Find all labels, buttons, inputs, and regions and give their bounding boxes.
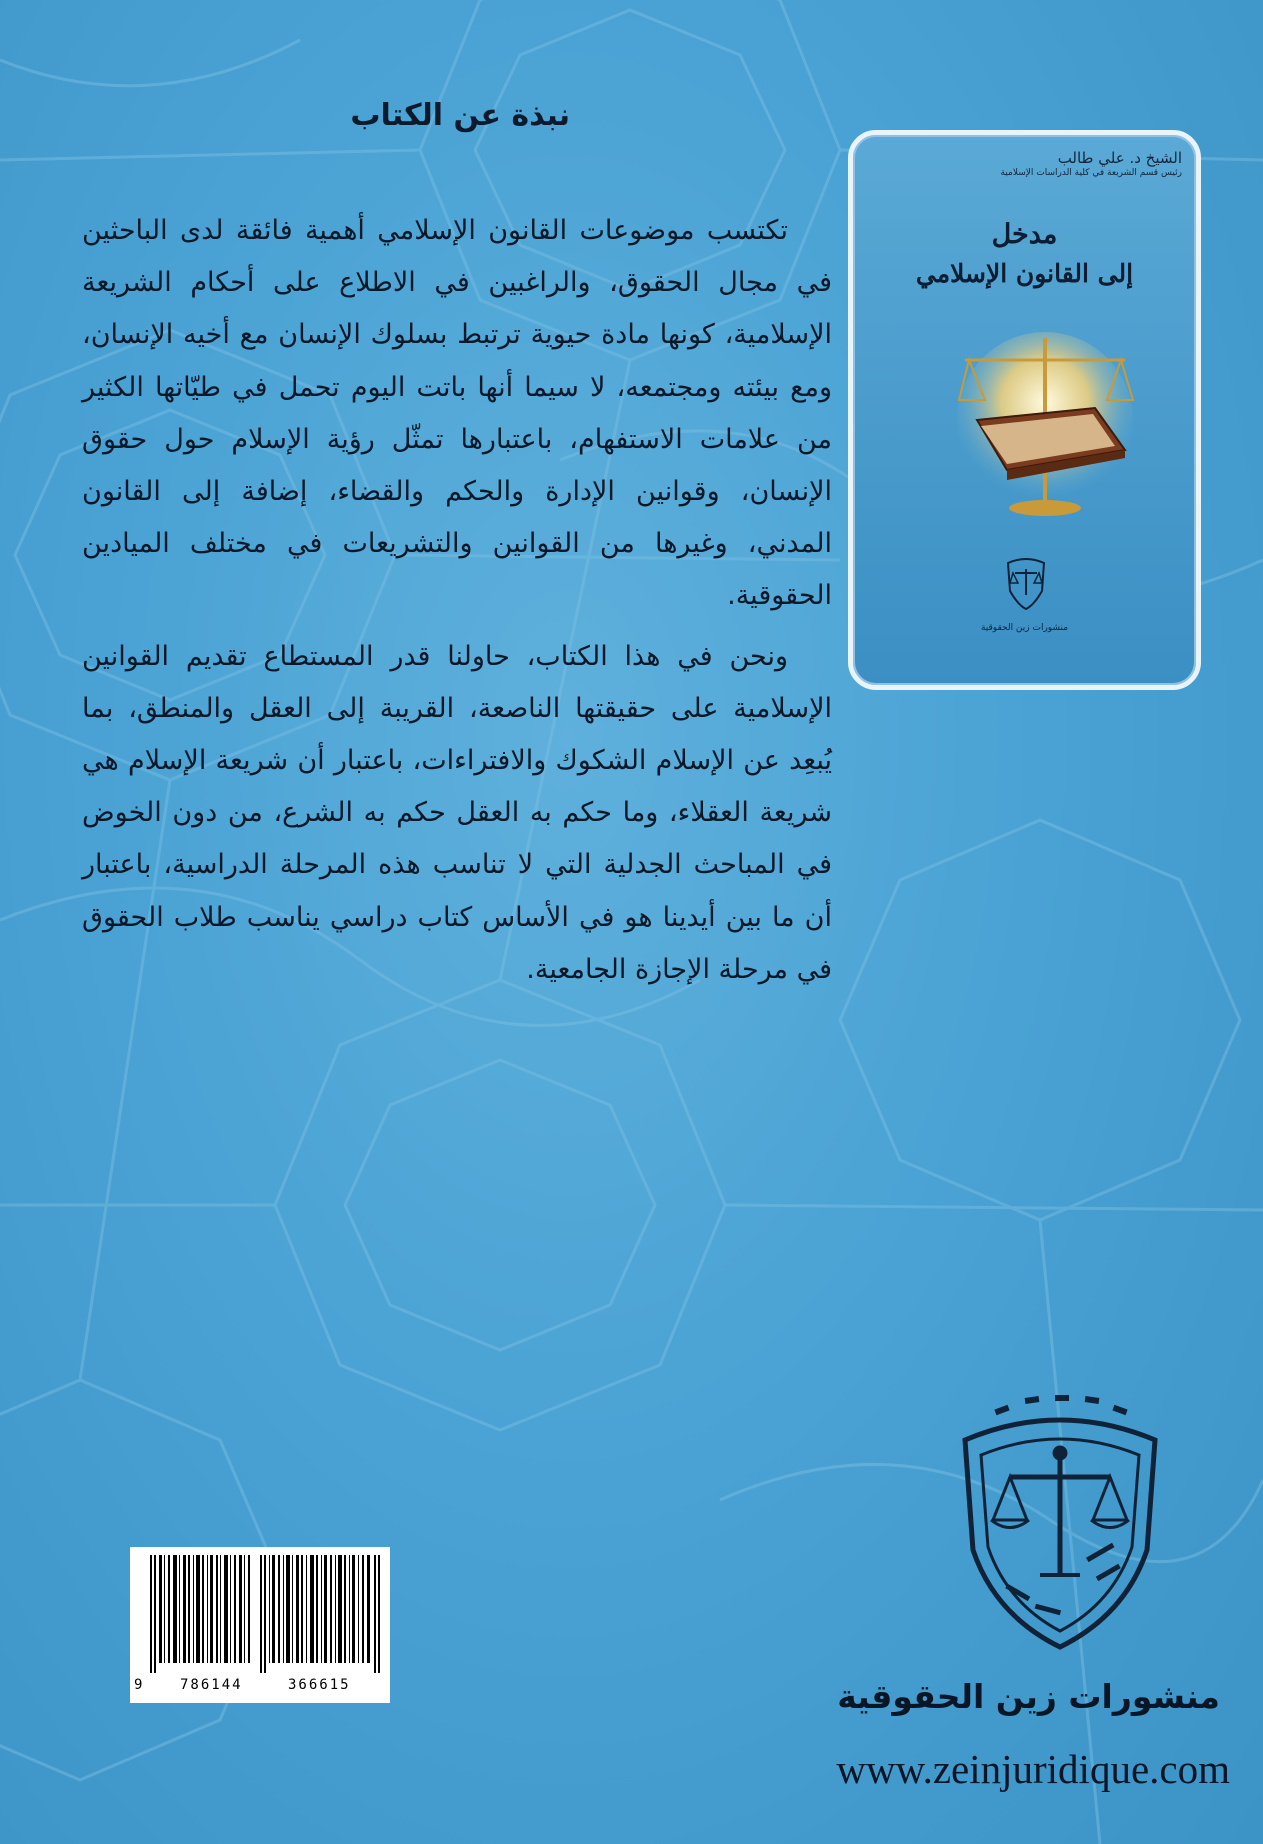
- publisher-name: منشورات زين الحقوقية: [837, 1677, 1220, 1716]
- scales-of-justice-shield-icon: [935, 1385, 1185, 1655]
- isbn-barcode: [130, 1547, 390, 1703]
- barcode-prefix-digit: 9: [134, 1677, 143, 1693]
- barcode-digits-group-2: 366615: [288, 1677, 351, 1693]
- thumbnail-title-line-1: مدخل: [991, 219, 1058, 250]
- front-cover-thumbnail: [848, 130, 1201, 690]
- description-paragraph-1: تكتسب موضوعات القانون الإسلامي أهمية فائقة لدى الباحثين في مجال الحقوق، والراغبين في الاطلاع على أحكام الشريعة الإسلامية، كونها مادة حيوية ترتبط بسلوك الإنسان مع أخيه الإنسان، ومع بيئته ومجتمعه، لا سيما أنها باتت اليوم تحمل في طيّاتها الكثير من علامات الاستفهام، باعتبارها تمثّل رؤية الإسلام حول حقوق الإنسان، وقوانين الإدارة والحكم والقضاء، إضافة إلى القانون المدني، وغيرها من القوانين والتشريعات في مختلف الميادين الحقوقية.: [82, 215, 832, 612]
- book-and-scales-illustration: [955, 330, 1135, 520]
- thumbnail-author-name: الشيخ د. علي طالب: [1057, 149, 1182, 167]
- barcode-digits-group-1: 786144: [180, 1677, 243, 1693]
- thumbnail-publisher-name: منشورات زين الحقوقية: [980, 623, 1069, 633]
- barcode-bars: [150, 1555, 382, 1673]
- about-book-heading: نبذة عن الكتاب: [350, 98, 570, 133]
- thumbnail-title: [853, 215, 1196, 293]
- thumbnail-publisher-emblem-icon: [1004, 555, 1048, 611]
- thumbnail-title-line-2: إلى القانون الإسلامي: [915, 259, 1134, 288]
- book-description: [82, 205, 832, 996]
- thumbnail-author-role: رئيس قسم الشريعة في كلية الدراسات الإسلامية: [1000, 168, 1182, 178]
- publisher-website-link[interactable]: www.zeinjuridique.com: [836, 1746, 1230, 1792]
- thumbnail-author: [932, 149, 1182, 180]
- description-paragraph-2: ونحن في هذا الكتاب، حاولنا قدر المستطاع تقديم القوانين الإسلامية على حقيقتها الناصعة، القريبة إلى العقل والمنطق، بما يُبعِد عن الإسلام الشكوك والافتراءات، باعتبار أن شريعة الإسلام هي شريعة العقلاء، وما حكم به العقل حكم به الشرع، من دون الخوض في المباحث الجدلية التي لا تناسب هذه المرحلة الدراسية، باعتبار أن ما بين أيدينا هو في الأساس كتاب دراسي يناسب طلاب الحقوق في مرحلة الإجازة الجامعية.: [82, 640, 832, 985]
